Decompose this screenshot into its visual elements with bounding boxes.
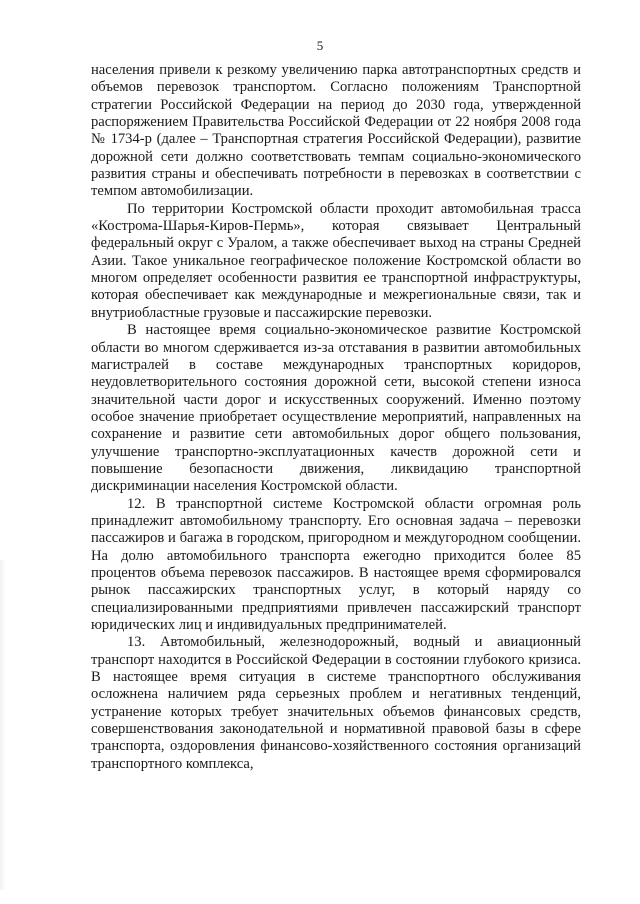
paragraph-2: По территории Костромской области проходит автомобильная трасса «Кострома-Шарья-Киров-Пермь», которая связывает Центральный федеральный округ с Уралом, а также обеспечивает выход на страны Средней Азии. Такое уникальное географическое положение Костромской области во многом определяет особенности развития ее транспортной инфраструктуры, которая обеспечивает как международные и межрегиональные связи, так и внутриобластные грузовые и пассажирские перевозки. [91,200,581,321]
page-number: 5 [316,38,324,53]
paragraph-1: населения привели к резкому увеличению парка автотранспортных средств и объемов перевозок транспортом. Согласно положениям Транспортной стратегии Российской Федерации на период до 2030 года, утвержденной распоряжением Правительства Российской Федерации от 22 ноября 2008 года № 1734-р (далее – Транспортная стратегия Российской Федерации), развитие дорожной сети должно соответствовать темпам социально-экономического развития страны и обеспечивать потребности в перевозках в соответствии с темпом автомобилизации. [91,62,581,200]
body-text [91,62,581,773]
paragraph-3: В настоящее время социально-экономическое развитие Костромской области во многом сдерживается из-за отставания в развитии автомобильных магистралей в составе международных транспортных коридоров, неудовлетворительного состояния дорожной сети, высокой степени износа значительной части дорог и искусственных сооружений. Именно поэтому особое значение приобретает осуществление мероприятий, направленных на сохранение и развитие сети автомобильных дорог общего пользования, улучшение транспортно-эксплуатационных качеств дорожной сети и повышение безопасности движения, ликвидацию транспортной дискриминации населения Костромской области. [91,322,581,495]
paragraph-4: 12. В транспортной системе Костромской области огромная роль принадлежит автомобильному транспорту. Его основная задача – перевозки пассажиров и багажа в городском, пригородном и междугородном сообщении. На долю автомобильного транспорта ежегодно приходится более 85 процентов объема перевозок пассажиров. В настоящее время сформировался рынок пассажирских транспортных услуг, в который наряду со специализированными предприятиями привлечен пассажирский транспорт юридических лиц и индивидуальных предпринимателей. [91,495,581,633]
paragraph-5: 13. Автомобильный, железнодорожный, водный и авиационный транспорт находится в Российской Федерации в состоянии глубокого кризиса. В настоящее время ситуация в системе транспортного обслуживания осложнена наличием ряда серьезных проблем и негативных тенденций, устранение которых требует значительных объемов финансовых средств, совершенствования законодательной и нормативной правовой базы в сфере транспорта, оздоровления финансово-хозяйственного состояния организаций транспортного комплекса, [91,634,581,772]
scan-edge-shadow [0,560,6,890]
